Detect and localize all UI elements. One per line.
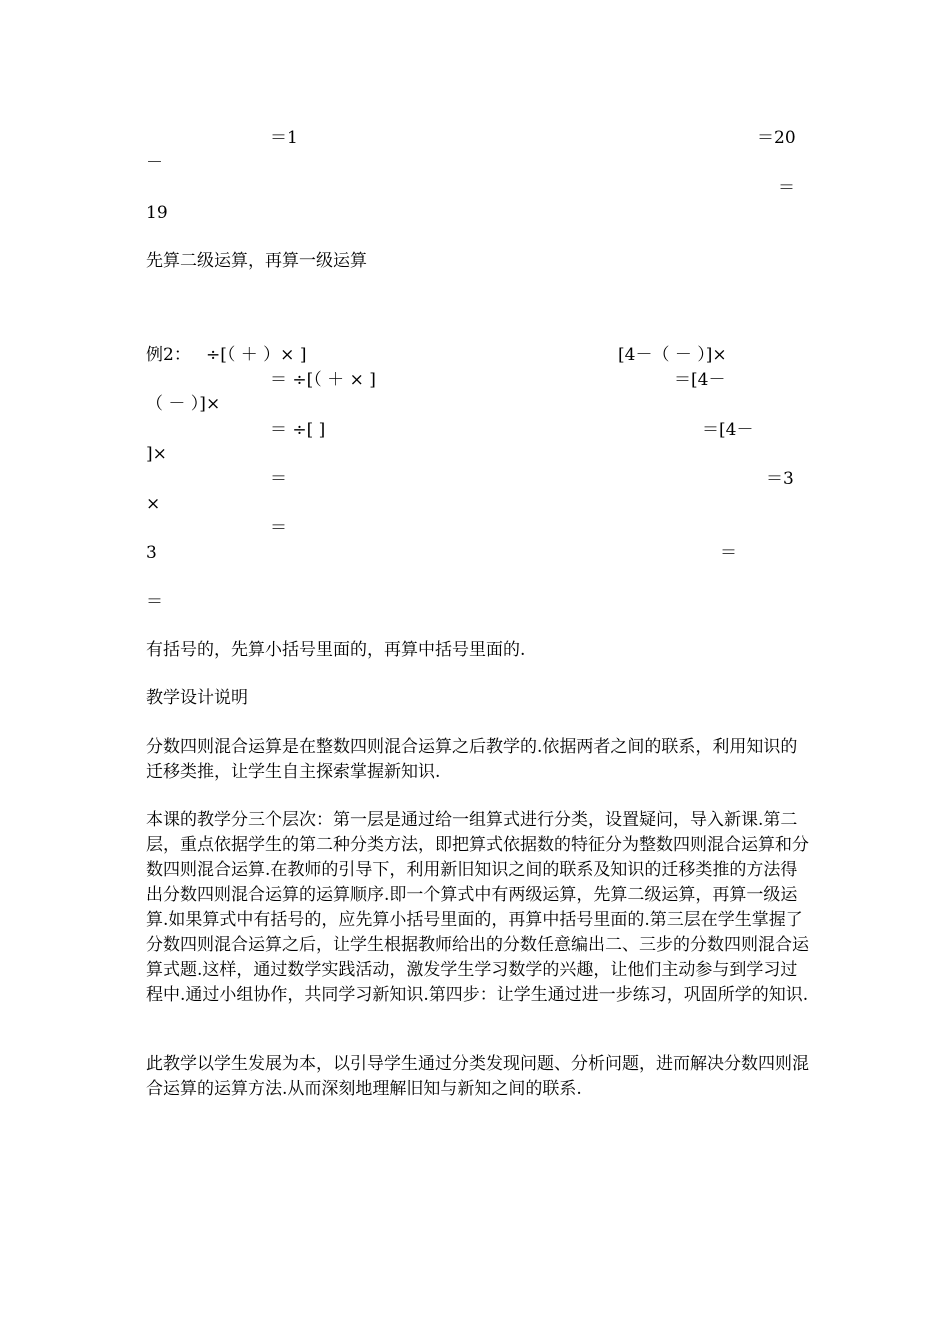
rule-note-2: 有括号的，先算小括号里面的，再算中括号里面的.: [146, 640, 526, 660]
example-left-line-7: ×: [146, 494, 161, 514]
equation-result-20: ＝20: [757, 128, 796, 148]
example-label: 例2：: [146, 345, 191, 365]
example-left-line-4: ＝ ÷[ ]: [270, 420, 326, 440]
equals-sign: ＝: [778, 178, 795, 198]
example-left-line-1: ÷[（ ＋ ）× ]: [206, 345, 307, 365]
example-right-line-1: [4－（ － ）]×: [618, 345, 727, 365]
example-left-line-3: （ － ）]×: [146, 394, 221, 414]
paragraph-3: 此教学以学生发展为本，以引导学生通过分类发现问题、分析问题，进而解决分数四则混合运算的运算方法.从而深刻地理解旧知与新知之间的联系.: [146, 1054, 809, 1099]
equation-result-1: ＝1: [270, 128, 298, 148]
paragraph-2: 本课的教学分三个层次：第一层是通过给一组算式进行分类，设置疑问，导入新课.第二层，重点依据学生的第二种分类方法，即把算式依据数的特征分为整数四则混合运算和分数四则混合运算.在教师的引导下，利用新旧知识之间的联系及知识的迁移类推的方法得出分数四则混合运算的运算顺序.即一个算式中有两级运算，先算二级运算，再算一级运算.如果算式中有括号的，应先算小括号里面的，再算中括号里面的.第三层在学生掌握了分数四则混合运算之后，让学生根据教师给出的分数任意编出二、三步的分数四则混合运算式题.这样，通过数学实践活动，激发学生学习数学的兴趣，让他们主动参与到学习过程中.通过小组协作，共同学习新知识.第四步：让学生通过进一步练习，巩固所学的知识.: [146, 810, 809, 1005]
example-left-line-9: 3: [146, 543, 157, 563]
section-title: 教学设计说明: [146, 688, 248, 708]
minus-sign: －: [146, 153, 163, 173]
rule-note-1: 先算二级运算，再算一级运算: [146, 251, 367, 271]
example-left-line-2: ＝ ÷[（ ＋ × ]: [270, 370, 376, 390]
example-left-line-10: ＝: [146, 592, 163, 612]
example-left-line-8: ＝: [270, 518, 287, 538]
example-left-line-5: ]×: [146, 444, 167, 464]
example-right-line-2: ＝[4－: [674, 370, 726, 390]
result-19: 19: [146, 203, 168, 223]
paragraph-1: 分数四则混合运算是在整数四则混合运算之后教学的.依据两者之间的联系，利用知识的迁移类推，让学生自主探索掌握新知识.: [146, 737, 798, 782]
example-left-line-6: ＝: [270, 469, 287, 489]
example-right-line-6: ＝3: [766, 469, 794, 489]
example-right-line-9: ＝: [720, 543, 737, 563]
example-right-line-4: ＝[4－: [702, 420, 754, 440]
